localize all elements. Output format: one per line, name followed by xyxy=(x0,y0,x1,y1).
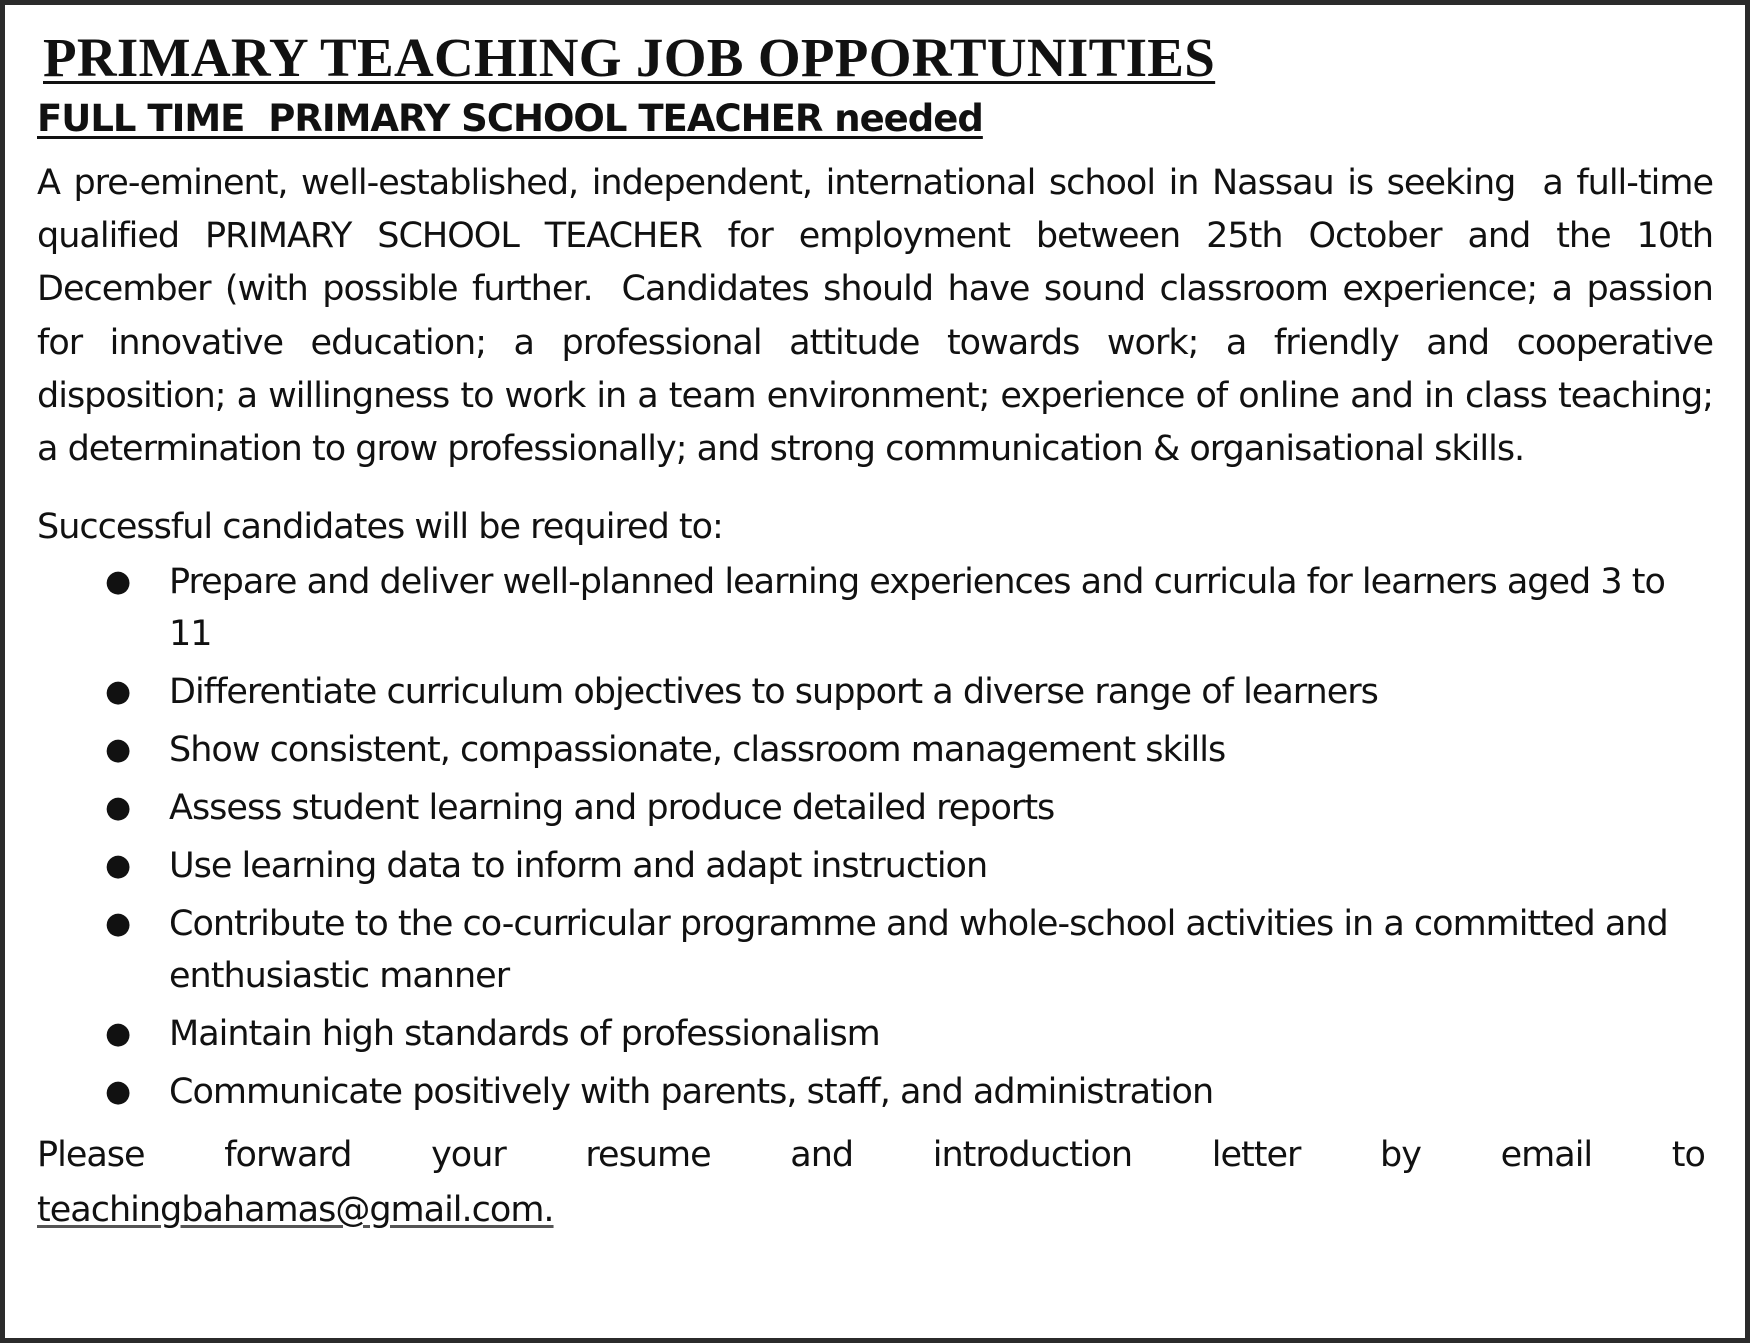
list-item xyxy=(37,556,1713,660)
list-item xyxy=(37,666,1713,718)
list-item-text: Differentiate curriculum objectives to support a diverse range of learners xyxy=(169,672,1378,713)
bullet-icon: ● xyxy=(105,848,131,884)
list-item-text: Show consistent, compassionate, classroom management skills xyxy=(169,730,1226,771)
job-description: A pre-eminent, well-established, independent, international school in Nassau is seeking a full-time qualified PRIMARY SCHOOL TEACHER for employment between 25th October and the 10th December (with possible further. Candidates should have sound classroom experience; a passion for innovative education; a professional attitude towards work; a friendly and cooperative disposition; a willingness to work in a team environment; experience of online and in class teaching; a determination to grow professionally; and strong communication & organisational skills. xyxy=(37,163,1724,470)
list-item xyxy=(37,724,1713,776)
email-line xyxy=(37,1183,1713,1238)
closing-word: and xyxy=(790,1135,854,1176)
bullet-icon: ● xyxy=(105,674,131,710)
bullet-icon: ● xyxy=(105,1074,131,1110)
page-title: PRIMARY TEACHING JOB OPPORTUNITIES xyxy=(43,27,1216,88)
list-item-text: Use learning data to inform and adapt instruction xyxy=(169,846,988,887)
bullet-icon: ● xyxy=(105,564,131,600)
bullet-icon: ● xyxy=(105,1016,131,1052)
closing-instruction xyxy=(37,1128,1713,1238)
closing-word: resume xyxy=(585,1135,711,1176)
closing-word: letter xyxy=(1211,1135,1301,1176)
job-subtitle: FULL TIME PRIMARY SCHOOL TEACHER needed xyxy=(37,97,983,140)
closing-line xyxy=(37,1128,1705,1183)
list-item-text: Prepare and deliver well-planned learning experiences and curricula for learners aged 3 to 11 xyxy=(169,562,1665,655)
closing-word: to xyxy=(1671,1135,1705,1176)
closing-word: by xyxy=(1380,1135,1421,1176)
closing-word: your xyxy=(431,1135,506,1176)
list-item xyxy=(37,898,1713,1002)
list-item xyxy=(37,840,1713,892)
email-link[interactable]: teachingbahamas@gmail.com. xyxy=(37,1190,554,1231)
list-item xyxy=(37,782,1713,834)
advertisement-content xyxy=(37,25,1724,1238)
bullet-icon: ● xyxy=(105,732,131,768)
requirements-intro: Successful candidates will be required to: xyxy=(37,507,723,548)
list-item-text: Maintain high standards of professionalism xyxy=(169,1014,880,1055)
requirements-list xyxy=(37,556,1713,1118)
closing-word: Please xyxy=(37,1135,145,1176)
list-item-text: Contribute to the co-curricular programme and whole-school activities in a committed and enthusiastic manner xyxy=(169,904,1668,997)
list-item xyxy=(37,1008,1713,1060)
bullet-icon: ● xyxy=(105,790,131,826)
list-item-text: Assess student learning and produce detailed reports xyxy=(169,788,1055,829)
closing-word: forward xyxy=(224,1135,352,1176)
list-item-text: Communicate positively with parents, staff, and administration xyxy=(169,1072,1214,1113)
closing-word: email xyxy=(1500,1135,1593,1176)
bullet-icon: ● xyxy=(105,906,131,942)
list-item xyxy=(37,1066,1713,1118)
closing-word: introduction xyxy=(932,1135,1133,1176)
